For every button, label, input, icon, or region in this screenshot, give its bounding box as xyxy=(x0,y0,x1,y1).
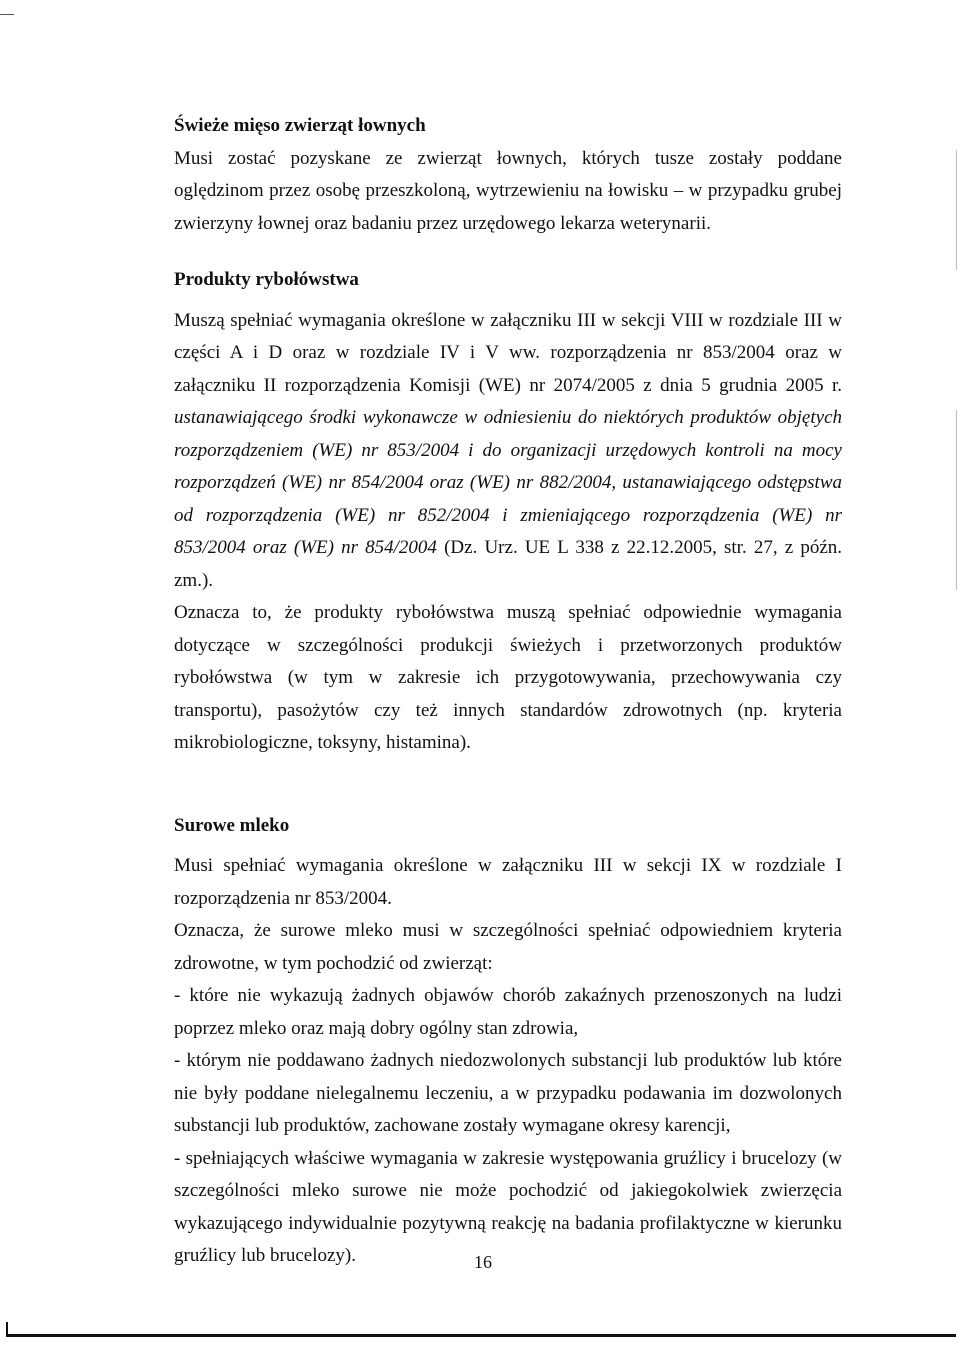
document-body xyxy=(174,110,842,1273)
paragraph: Oznacza, że surowe mleko musi w szczególności spełniać odpowiedniem kryteria zdrowotne, w tym pochodzić od zwierząt: xyxy=(174,920,842,974)
list-item: - które nie wykazują żadnych objawów chorób zakaźnych przenoszonych na ludzi poprzez mleko oraz mają dobry ogólny stan zdrowia, xyxy=(174,985,842,1039)
bottom-rule xyxy=(6,1334,956,1337)
scan-mark xyxy=(0,14,14,15)
paragraph: Musi spełniać wymagania określone w załączniku III w sekcji IX w rozdziale I rozporządzenia nr 853/2004. xyxy=(174,855,842,909)
list-item: - którym nie poddawano żadnych niedozwolonych substancji lub produktów lub które nie były poddane nielegalnemu leczeniu, a w przypadku podawania im dozwolonych substancji lub produktów, zachowane zostały wymagane okresy karencji, xyxy=(174,1050,842,1136)
section-heading: Surowe mleko xyxy=(174,814,290,836)
paragraph xyxy=(174,305,842,598)
section-heading: Świeże mięso zwierząt łownych xyxy=(174,115,426,136)
section-heading: Produkty rybołówstwa xyxy=(174,269,359,290)
regulation-title: ustanawiającego środki wykonawcze w odniesieniu do niektórych produktów objętych rozporządzeniem (WE) nr 853/2004 i do organizacji urzędowych kontroli na mocy rozporządzeń (WE) nr 854/2004 oraz (WE) nr 882/2004, ustanawiającego odstępstwa od rozporządzenia (WE) nr 852/2004 i zmieniającego rozporządzenia (WE) nr 853/2004 oraz (WE) nr 854/2004 xyxy=(174,407,842,558)
paragraph-text: (Dz. Urz. UE L 338 z 22.12.2005, str. 27, z późn. zm.). xyxy=(174,537,842,591)
scan-edge-line xyxy=(956,410,957,590)
paragraph-text: Muszą spełniać wymagania określone w załączniku III w sekcji VIII w rozdziale III w części A i D oraz w rozdziale IV i V ww. rozporządzenia nr 853/2004 oraz w załączniku II rozporządzenia Komisji (WE) nr 2074/2005 z dnia 5 grudnia 2005 r. xyxy=(174,309,842,396)
list-item: - spełniających właściwe wymagania w zakresie występowania gruźlicy i brucelozy (w szczególności mleko surowe nie może pochodzić od jakiegokolwiek zwierzęcia wykazującego indywidualnie pozytywną reakcję na badania profilaktyczne w kierunku gruźlicy lub brucelozy). xyxy=(174,1147,842,1266)
page-number: 16 xyxy=(474,1252,492,1272)
scan-edge-line xyxy=(956,150,957,270)
paragraph: Oznacza to, że produkty rybołówstwa muszą spełniać odpowiednie wymagania dotyczące w szczególności produkcji świeżych i przetworzonych produktów rybołówstwa (w tym w zakresie ich przygotowywania, przechowywania czy transportu), pasożytów czy też innych standardów zdrowotnych (np. kryteria mikrobiologiczne, toksyny, histamina). xyxy=(174,602,842,753)
paragraph: Musi zostać pozyskane ze zwierząt łownych, których tusze zostały poddane oględzinom przez osobę przeszkoloną, wytrzewieniu na łowisku – w przypadku grubej zwierzyny łownej oraz badaniu przez urzędowego lekarza weterynarii. xyxy=(174,147,842,234)
